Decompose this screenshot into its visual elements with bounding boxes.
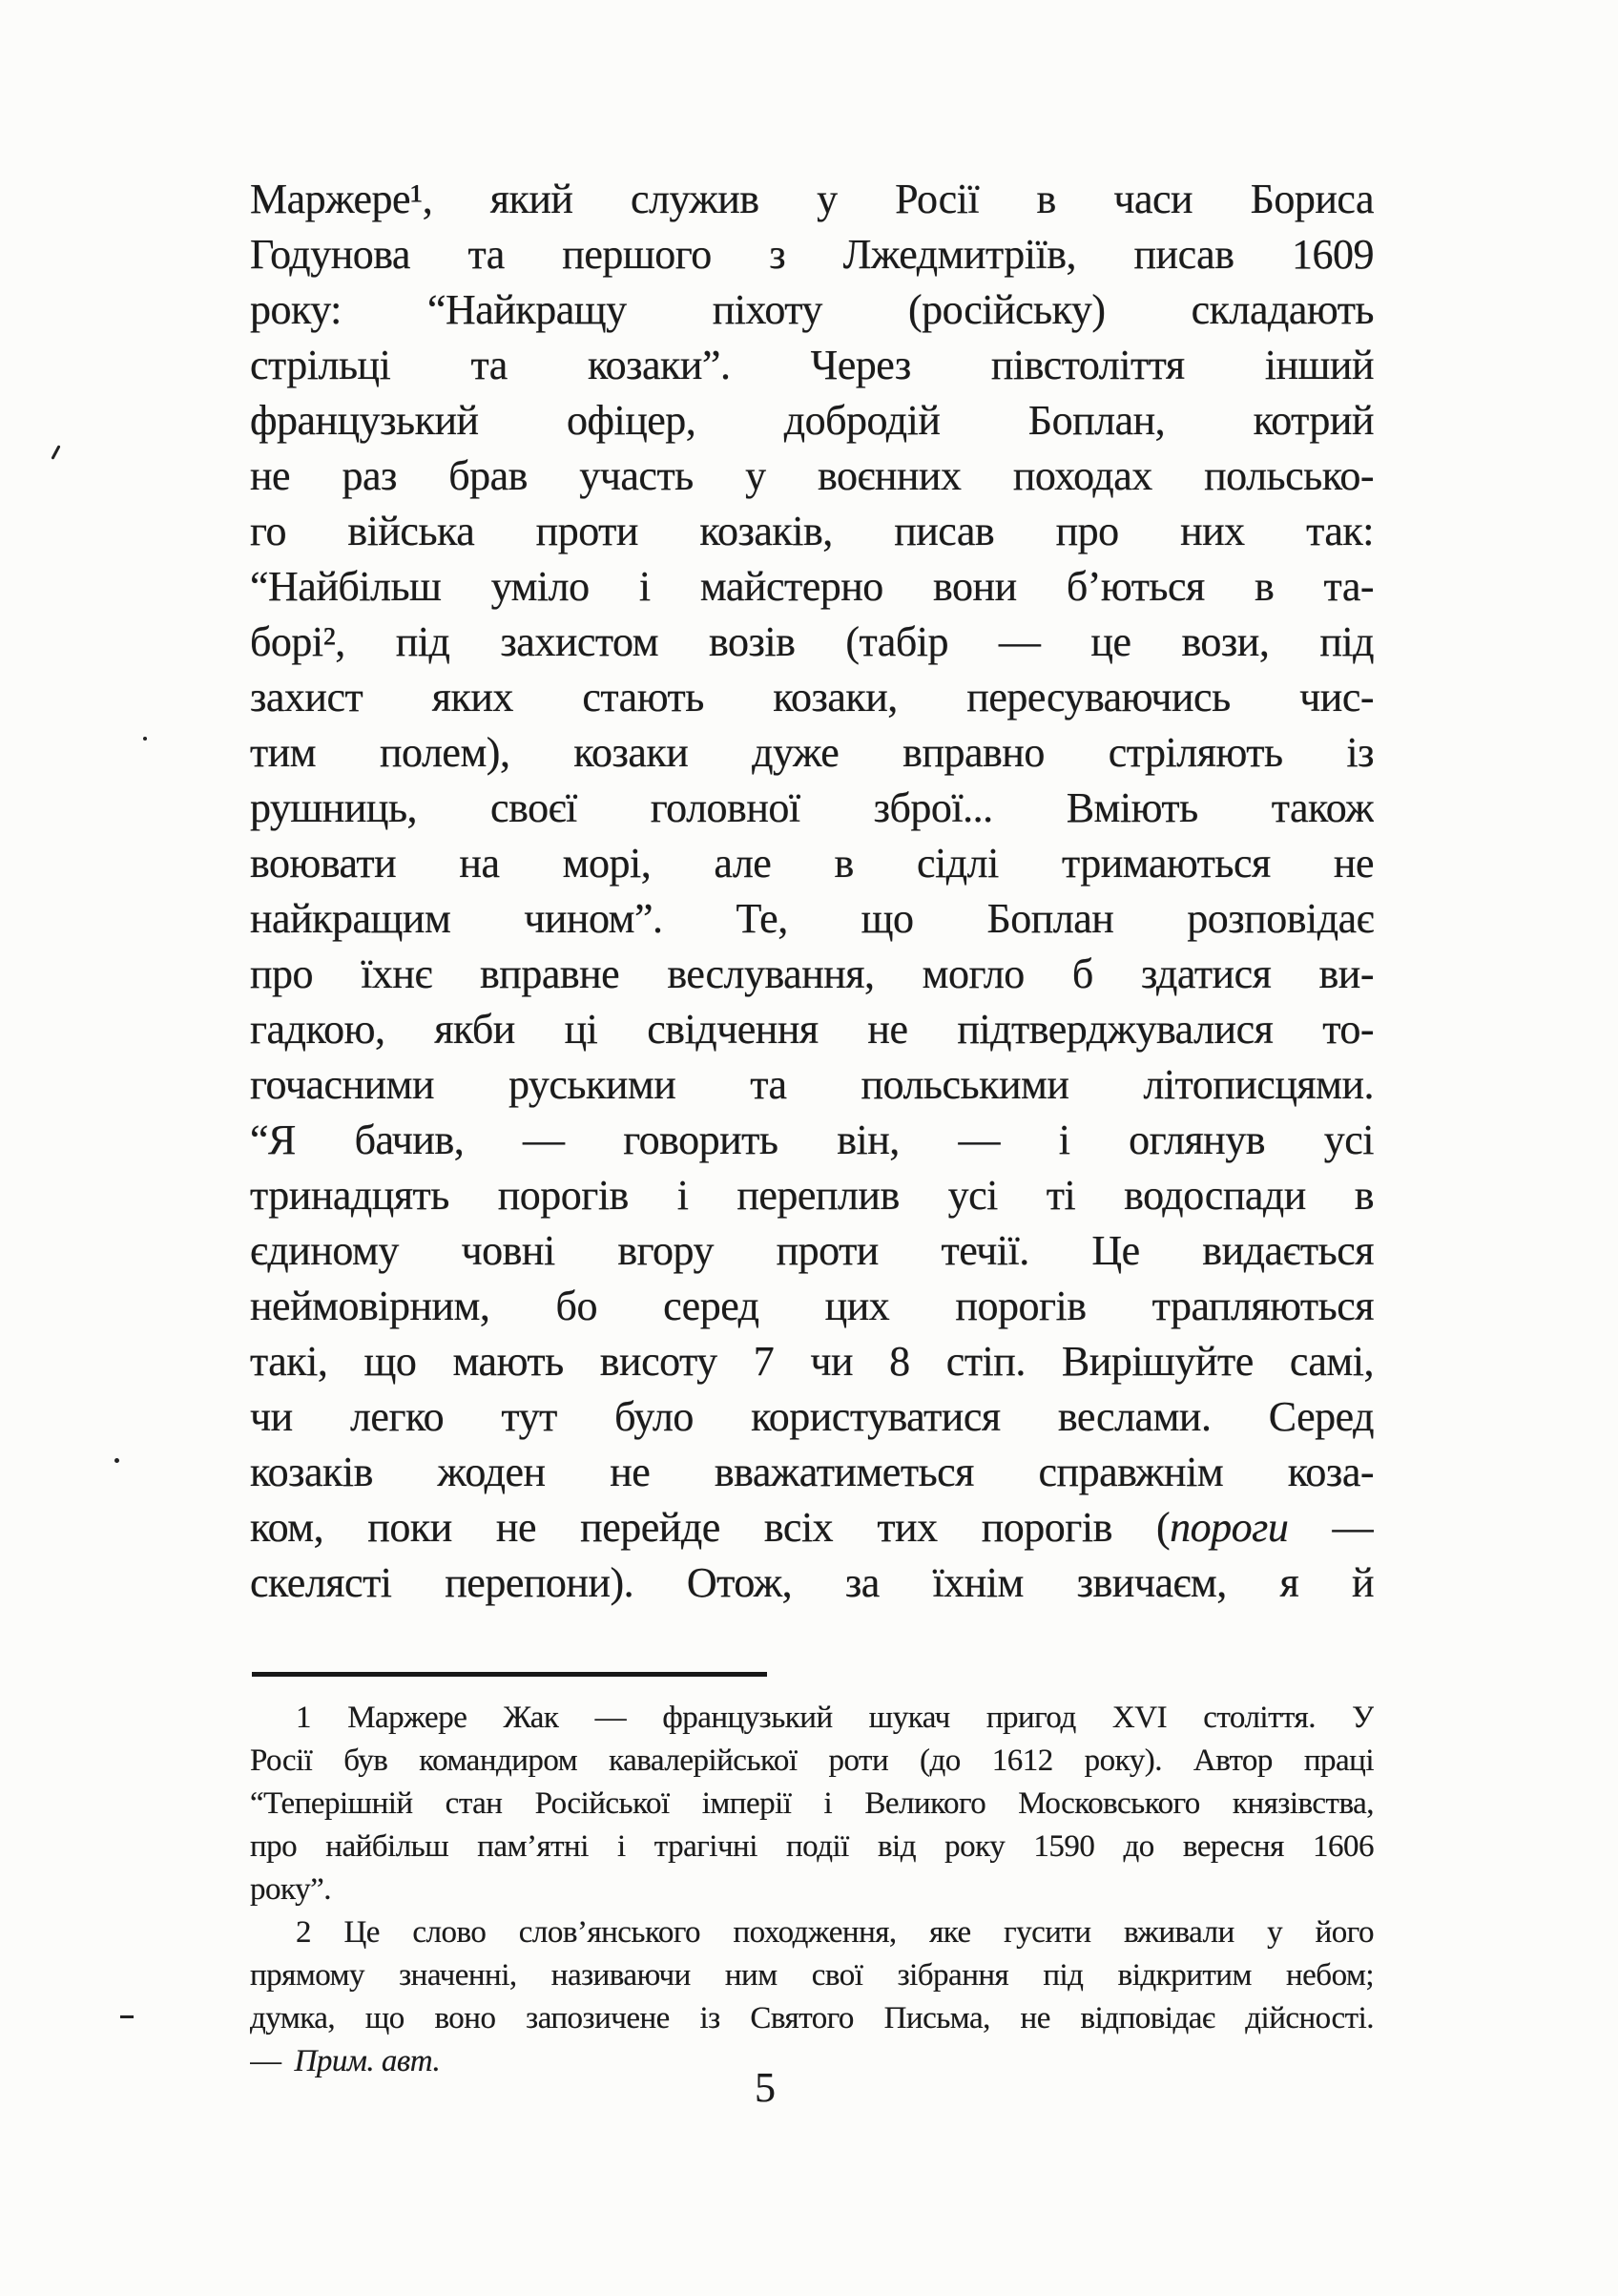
text-line: гадкою, якби ці свідчення не підтверджувалися то-: [250, 1006, 1374, 1053]
signature-text: Прим. авт.: [294, 2044, 441, 2078]
text-line: не раз брав участь у воєнних походах польсько-: [250, 452, 1374, 499]
text-line: го війська проти козаків, писав про них так:: [250, 508, 1374, 554]
text-line: “Я бачив, — говорить він, — і оглянув усі: [250, 1117, 1374, 1163]
main-text-block: [250, 172, 1374, 1611]
text-line: Маржере¹, який служив у Росії в часи Бориса: [250, 176, 1374, 222]
footnote-line: 2 Це слово слов’янського походження, яке гусити вживали у його: [296, 1915, 1374, 1950]
text-line: року: “Найкращу піхоту (російську) складають: [250, 286, 1374, 333]
footnote-line: “Теперішній стан Російської імперії і Великого Московського князівства,: [250, 1786, 1374, 1821]
text-line: найкращим чином”. Те, що Боплан розповідає: [250, 895, 1374, 942]
footnote-line: 1 Маржере Жак — французький шукач пригод XVI століття. У: [296, 1701, 1374, 1735]
text-line: захист яких стають козаки, пересуваючись чис-: [250, 674, 1374, 720]
text-line: рушниць, своєї головної зброї... Вміють також: [250, 784, 1374, 831]
text-line: чи легко тут було користуватися веслами. Серед: [250, 1393, 1374, 1440]
footnote-line: думка, що воно запозичене із Святого Письма, не відповідає дійсності.: [250, 2001, 1374, 2035]
scan-speck: [114, 1458, 119, 1463]
text-line: тринадцять порогів і переплив усі ті водоспади в: [250, 1172, 1374, 1219]
text-line: французький офіцер, добродій Боплан, котрий: [250, 397, 1374, 444]
text-line: про їхнє вправне веслування, могло б здатися ви-: [250, 950, 1374, 997]
italic-term: пороги: [1170, 1504, 1289, 1551]
footnote-separator-rule: [252, 1672, 767, 1677]
page-number: 5: [755, 2064, 776, 2111]
text-line: скелясті перепони). Отож, за їхнім звичаєм, я й: [250, 1559, 1374, 1606]
text-line: стрільці та козаки”. Через півстоліття інший: [250, 342, 1374, 388]
text-line: гочасними руськими та польськими літописцями.: [250, 1061, 1374, 1108]
footnote-line: прямому значенні, називаючи ним свої зібрання під відкритим небом;: [250, 1958, 1374, 1993]
text-segment: ком, поки не перейде всіх тих порогів (: [250, 1504, 1171, 1551]
text-line: “Найбільш уміло і майстерно вони б’ються в та-: [250, 563, 1374, 610]
scan-speck: [120, 2015, 134, 2018]
text-segment: —: [1288, 1504, 1374, 1551]
text-line: тим полем), козаки дуже вправно стріляють із: [250, 729, 1374, 776]
footnote-line: року”.: [250, 1872, 331, 1907]
signature-dash: —: [250, 2044, 281, 2078]
text-line: єдиному човні вгору проти течії. Це видається: [250, 1227, 1374, 1274]
footnote-line: Росії був командиром кавалерійської роти (до 1612 року). Автор праці: [250, 1743, 1374, 1778]
text-line: козаків жоден не вважатиметься справжнім коза-: [250, 1449, 1374, 1495]
text-line: борі², під захистом возів (табір — це вози, під: [250, 618, 1374, 665]
footnotes-block: [250, 1697, 1374, 2083]
text-line: [250, 1500, 1374, 1555]
text-line: воювати на морі, але в сідлі тримаються не: [250, 840, 1374, 887]
scan-speck: [51, 445, 60, 460]
footnote-line: про найбільш пам’ятні і трагічні події від року 1590 до вересня 1606: [250, 1829, 1374, 1864]
text-line: Годунова та першого з Лжедмитріїв, писав 1609: [250, 231, 1374, 278]
text-line: неймовірним, бо серед цих порогів трапляються: [250, 1283, 1374, 1329]
scan-speck: [143, 737, 147, 741]
text-line: такі, що мають висоту 7 чи 8 стіп. Вирішуйте самі,: [250, 1338, 1374, 1385]
